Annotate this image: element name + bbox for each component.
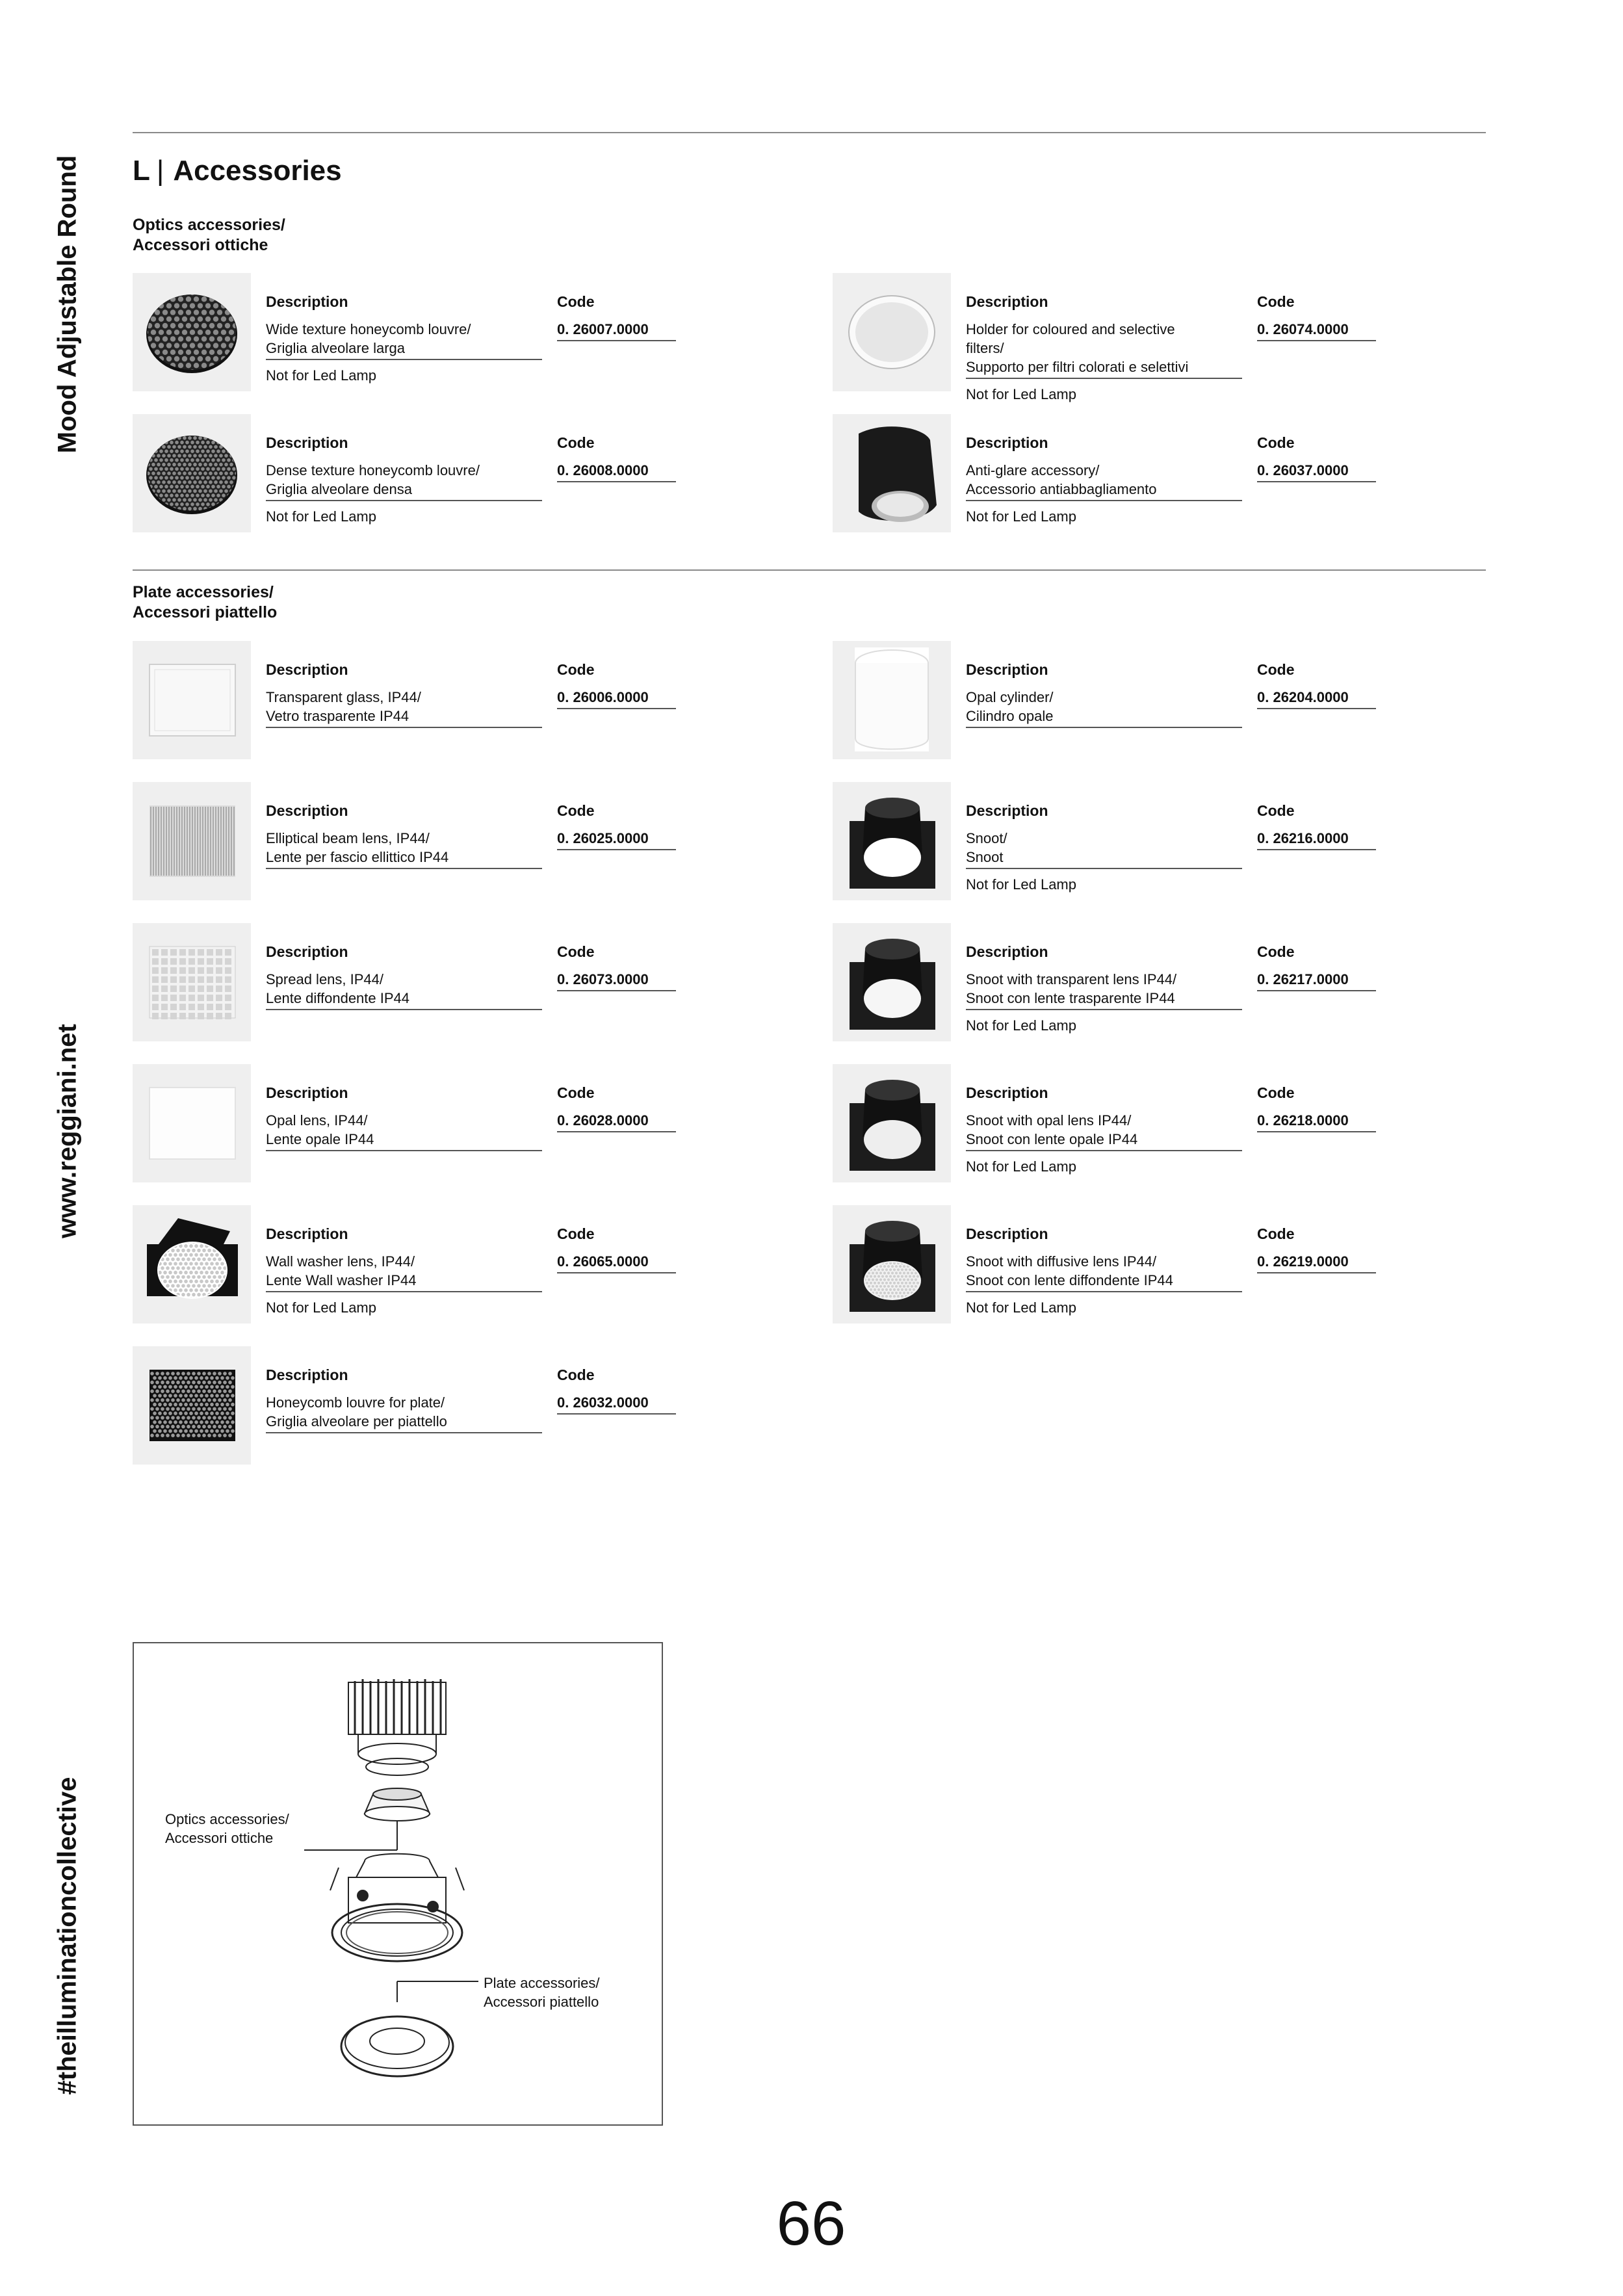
description-label: Description xyxy=(266,802,348,819)
description-text xyxy=(266,1252,542,1292)
code-label: Code xyxy=(1257,1225,1295,1242)
description-text xyxy=(966,829,1242,869)
description-line: Lente Wall washer IP44 xyxy=(266,1272,417,1288)
description-text xyxy=(966,970,1242,1010)
accessory-item xyxy=(133,1346,718,1465)
description-label: Description xyxy=(266,1366,348,1383)
description-text xyxy=(266,1111,542,1151)
product-code: 0. 26032.0000 xyxy=(557,1393,676,1415)
description-label: Description xyxy=(966,293,1048,310)
description-line: Dense texture honeycomb louvre/ xyxy=(266,462,480,478)
product-code: 0. 26065.0000 xyxy=(557,1252,676,1273)
accessory-item xyxy=(133,414,718,532)
code-label: Code xyxy=(557,1084,595,1101)
product-code: 0. 26037.0000 xyxy=(1257,461,1376,482)
product-code: 0. 26216.0000 xyxy=(1257,829,1376,850)
description-line: Honeycomb louvre for plate/ xyxy=(266,1394,445,1411)
code-column xyxy=(1257,1084,1377,1132)
product-code: 0. 26025.0000 xyxy=(557,829,676,850)
code-label: Code xyxy=(1257,1084,1295,1101)
description-text xyxy=(966,320,1242,379)
description-text xyxy=(966,1252,1242,1292)
description-line: Snoot with opal lens IP44/ xyxy=(966,1112,1132,1128)
description-line: Transparent glass, IP44/ xyxy=(266,689,421,705)
accessory-item xyxy=(133,1205,718,1324)
description-line: Griglia alveolare per piattello xyxy=(266,1413,447,1429)
round-honeycomb-dense-icon xyxy=(133,414,251,532)
code-label: Code xyxy=(557,943,595,960)
round-honeycomb-wide-icon xyxy=(133,273,251,391)
description-line: Snoot con lente trasparente IP44 xyxy=(966,990,1175,1006)
description-text xyxy=(266,461,542,501)
description-label: Description xyxy=(266,293,348,310)
sidebar-product-name: Mood Adjustable Round xyxy=(53,155,82,454)
description-line: filters/ xyxy=(966,340,1004,356)
accessory-item xyxy=(833,923,1418,1041)
compatibility-note: Not for Led Lamp xyxy=(966,1158,1076,1175)
snoot-icon xyxy=(833,782,951,900)
description-label: Description xyxy=(966,661,1048,678)
compatibility-note: Not for Led Lamp xyxy=(266,508,376,525)
accessory-item xyxy=(833,1064,1418,1182)
description-label: Description xyxy=(966,1225,1048,1242)
code-label: Code xyxy=(557,661,595,678)
product-code: 0. 26028.0000 xyxy=(557,1111,676,1132)
description-line: Cilindro opale xyxy=(966,708,1054,724)
code-label: Code xyxy=(557,1225,595,1242)
callout-line: Optics accessories/ xyxy=(165,1811,289,1827)
description-text xyxy=(266,829,542,869)
code-column xyxy=(557,943,677,991)
code-label: Code xyxy=(1257,943,1295,960)
description-line: Griglia alveolare densa xyxy=(266,481,413,497)
description-label: Description xyxy=(966,434,1048,451)
spread-lens-icon xyxy=(133,923,251,1041)
code-label: Code xyxy=(557,1366,595,1383)
description-label: Description xyxy=(966,1084,1048,1101)
description-text xyxy=(266,1393,542,1433)
snoot-opal-icon xyxy=(833,1064,951,1182)
product-code: 0. 26008.0000 xyxy=(557,461,676,482)
wall-washer-icon xyxy=(133,1205,251,1324)
compatibility-note: Not for Led Lamp xyxy=(966,876,1076,893)
product-code: 0. 26007.0000 xyxy=(557,320,676,341)
elliptical-lens-icon xyxy=(133,782,251,900)
optics-section-title xyxy=(133,215,285,255)
snoot-diffusive-icon xyxy=(833,1205,951,1324)
code-label: Code xyxy=(1257,661,1295,678)
description-line: Holder for coloured and selective xyxy=(966,321,1175,337)
opal-cylinder-icon xyxy=(833,641,951,759)
code-label: Code xyxy=(1257,802,1295,819)
code-column xyxy=(557,802,677,850)
compatibility-note: Not for Led Lamp xyxy=(266,367,376,384)
section-title-line: Accessori piattello xyxy=(133,603,278,621)
code-label: Code xyxy=(557,293,595,310)
compatibility-note: Not for Led Lamp xyxy=(966,1299,1076,1316)
description-line: Snoot con lente opale IP44 xyxy=(966,1131,1138,1147)
top-rule xyxy=(133,132,1486,133)
accessory-item xyxy=(833,641,1418,759)
callout-line: Accessori ottiche xyxy=(165,1830,274,1846)
description-label: Description xyxy=(266,1225,348,1242)
description-line: Lente opale IP44 xyxy=(266,1131,374,1147)
page-title xyxy=(133,155,342,187)
section-title-line: Optics accessories/ xyxy=(133,216,285,234)
accessory-item xyxy=(133,782,718,900)
code-column xyxy=(557,1225,677,1273)
description-line: Wide texture honeycomb louvre/ xyxy=(266,321,471,337)
product-code: 0. 26073.0000 xyxy=(557,970,676,991)
product-code: 0. 26204.0000 xyxy=(1257,688,1376,709)
description-text xyxy=(966,688,1242,728)
description-line: Accessorio antiabbagliamento xyxy=(966,481,1157,497)
accessory-item xyxy=(833,273,1418,402)
code-column xyxy=(1257,1225,1377,1273)
description-line: Snoot with transparent lens IP44/ xyxy=(966,971,1177,987)
description-line: Lente diffondente IP44 xyxy=(266,990,410,1006)
accessory-item xyxy=(833,782,1418,900)
compatibility-note: Not for Led Lamp xyxy=(966,386,1076,402)
description-line: Snoot with diffusive lens IP44/ xyxy=(966,1253,1157,1270)
product-code: 0. 26218.0000 xyxy=(1257,1111,1376,1132)
description-text xyxy=(266,320,542,360)
optics-callout xyxy=(165,1810,289,1847)
code-column xyxy=(557,1084,677,1132)
description-text xyxy=(266,688,542,728)
description-label: Description xyxy=(266,943,348,960)
description-label: Description xyxy=(266,661,348,678)
plate-honeycomb-icon xyxy=(133,1346,251,1465)
code-column xyxy=(557,293,677,341)
opal-lens-icon xyxy=(133,1064,251,1182)
filter-holder-icon xyxy=(833,273,951,391)
product-code: 0. 26217.0000 xyxy=(1257,970,1376,991)
product-code: 0. 26074.0000 xyxy=(1257,320,1376,341)
description-line: Vetro trasparente IP44 xyxy=(266,708,409,724)
code-label: Code xyxy=(1257,434,1295,451)
description-line: Snoot/ xyxy=(966,830,1007,846)
description-label: Description xyxy=(966,943,1048,960)
product-code: 0. 26006.0000 xyxy=(557,688,676,709)
code-column xyxy=(1257,293,1377,341)
section-rule xyxy=(133,569,1486,571)
description-label: Description xyxy=(266,434,348,451)
description-line: Anti-glare accessory/ xyxy=(966,462,1100,478)
description-line: Wall washer lens, IP44/ xyxy=(266,1253,415,1270)
title-text: Accessories xyxy=(173,155,342,187)
accessory-item xyxy=(133,923,718,1041)
description-line: Spread lens, IP44/ xyxy=(266,971,384,987)
exploded-diagram xyxy=(133,1642,663,2126)
accessory-item xyxy=(133,273,718,391)
page-number: 66 xyxy=(776,2189,846,2258)
anti-glare-icon xyxy=(833,414,951,532)
code-column xyxy=(1257,943,1377,991)
accessory-item xyxy=(133,641,718,759)
description-line: Elliptical beam lens, IP44/ xyxy=(266,830,430,846)
description-line: Griglia alveolare larga xyxy=(266,340,405,356)
code-label: Code xyxy=(1257,293,1295,310)
description-line: Supporto per filtri colorati e selettivi xyxy=(966,359,1189,375)
plate-callout xyxy=(484,1974,600,2011)
description-line: Lente per fascio ellittico IP44 xyxy=(266,849,449,865)
section-letter: L xyxy=(133,155,150,187)
title-separator: | xyxy=(156,155,164,187)
accessory-item xyxy=(133,1064,718,1182)
plate-section-title xyxy=(133,582,277,623)
exploded-fixture-icon xyxy=(134,1643,662,2124)
code-column xyxy=(557,434,677,482)
code-column xyxy=(557,1366,677,1415)
code-column xyxy=(1257,434,1377,482)
section-title-line: Accessori ottiche xyxy=(133,236,268,254)
description-label: Description xyxy=(966,802,1048,819)
accessory-item xyxy=(833,1205,1418,1324)
description-text xyxy=(266,970,542,1010)
description-line: Opal cylinder/ xyxy=(966,689,1054,705)
compatibility-note: Not for Led Lamp xyxy=(966,1017,1076,1034)
snoot-transparent-icon xyxy=(833,923,951,1041)
code-column xyxy=(1257,802,1377,850)
product-code: 0. 26219.0000 xyxy=(1257,1252,1376,1273)
description-text xyxy=(966,1111,1242,1151)
description-label: Description xyxy=(266,1084,348,1101)
callout-line: Plate accessories/ xyxy=(484,1975,600,1991)
compatibility-note: Not for Led Lamp xyxy=(966,508,1076,525)
code-column xyxy=(557,660,677,709)
sidebar-website[interactable]: www.reggiani.net xyxy=(53,1024,82,1238)
description-line: Snoot xyxy=(966,849,1004,865)
code-label: Code xyxy=(557,434,595,451)
compatibility-note: Not for Led Lamp xyxy=(266,1299,376,1316)
code-label: Code xyxy=(557,802,595,819)
sidebar-hashtag: #theilluminationcollective xyxy=(53,1777,82,2095)
accessory-item xyxy=(833,414,1418,532)
description-text xyxy=(966,461,1242,501)
description-line: Opal lens, IP44/ xyxy=(266,1112,368,1128)
callout-line: Accessori piattello xyxy=(484,1994,599,2010)
section-title-line: Plate accessories/ xyxy=(133,583,274,601)
code-column xyxy=(1257,660,1377,709)
description-line: Snoot con lente diffondente IP44 xyxy=(966,1272,1173,1288)
transparent-glass-icon xyxy=(133,641,251,759)
